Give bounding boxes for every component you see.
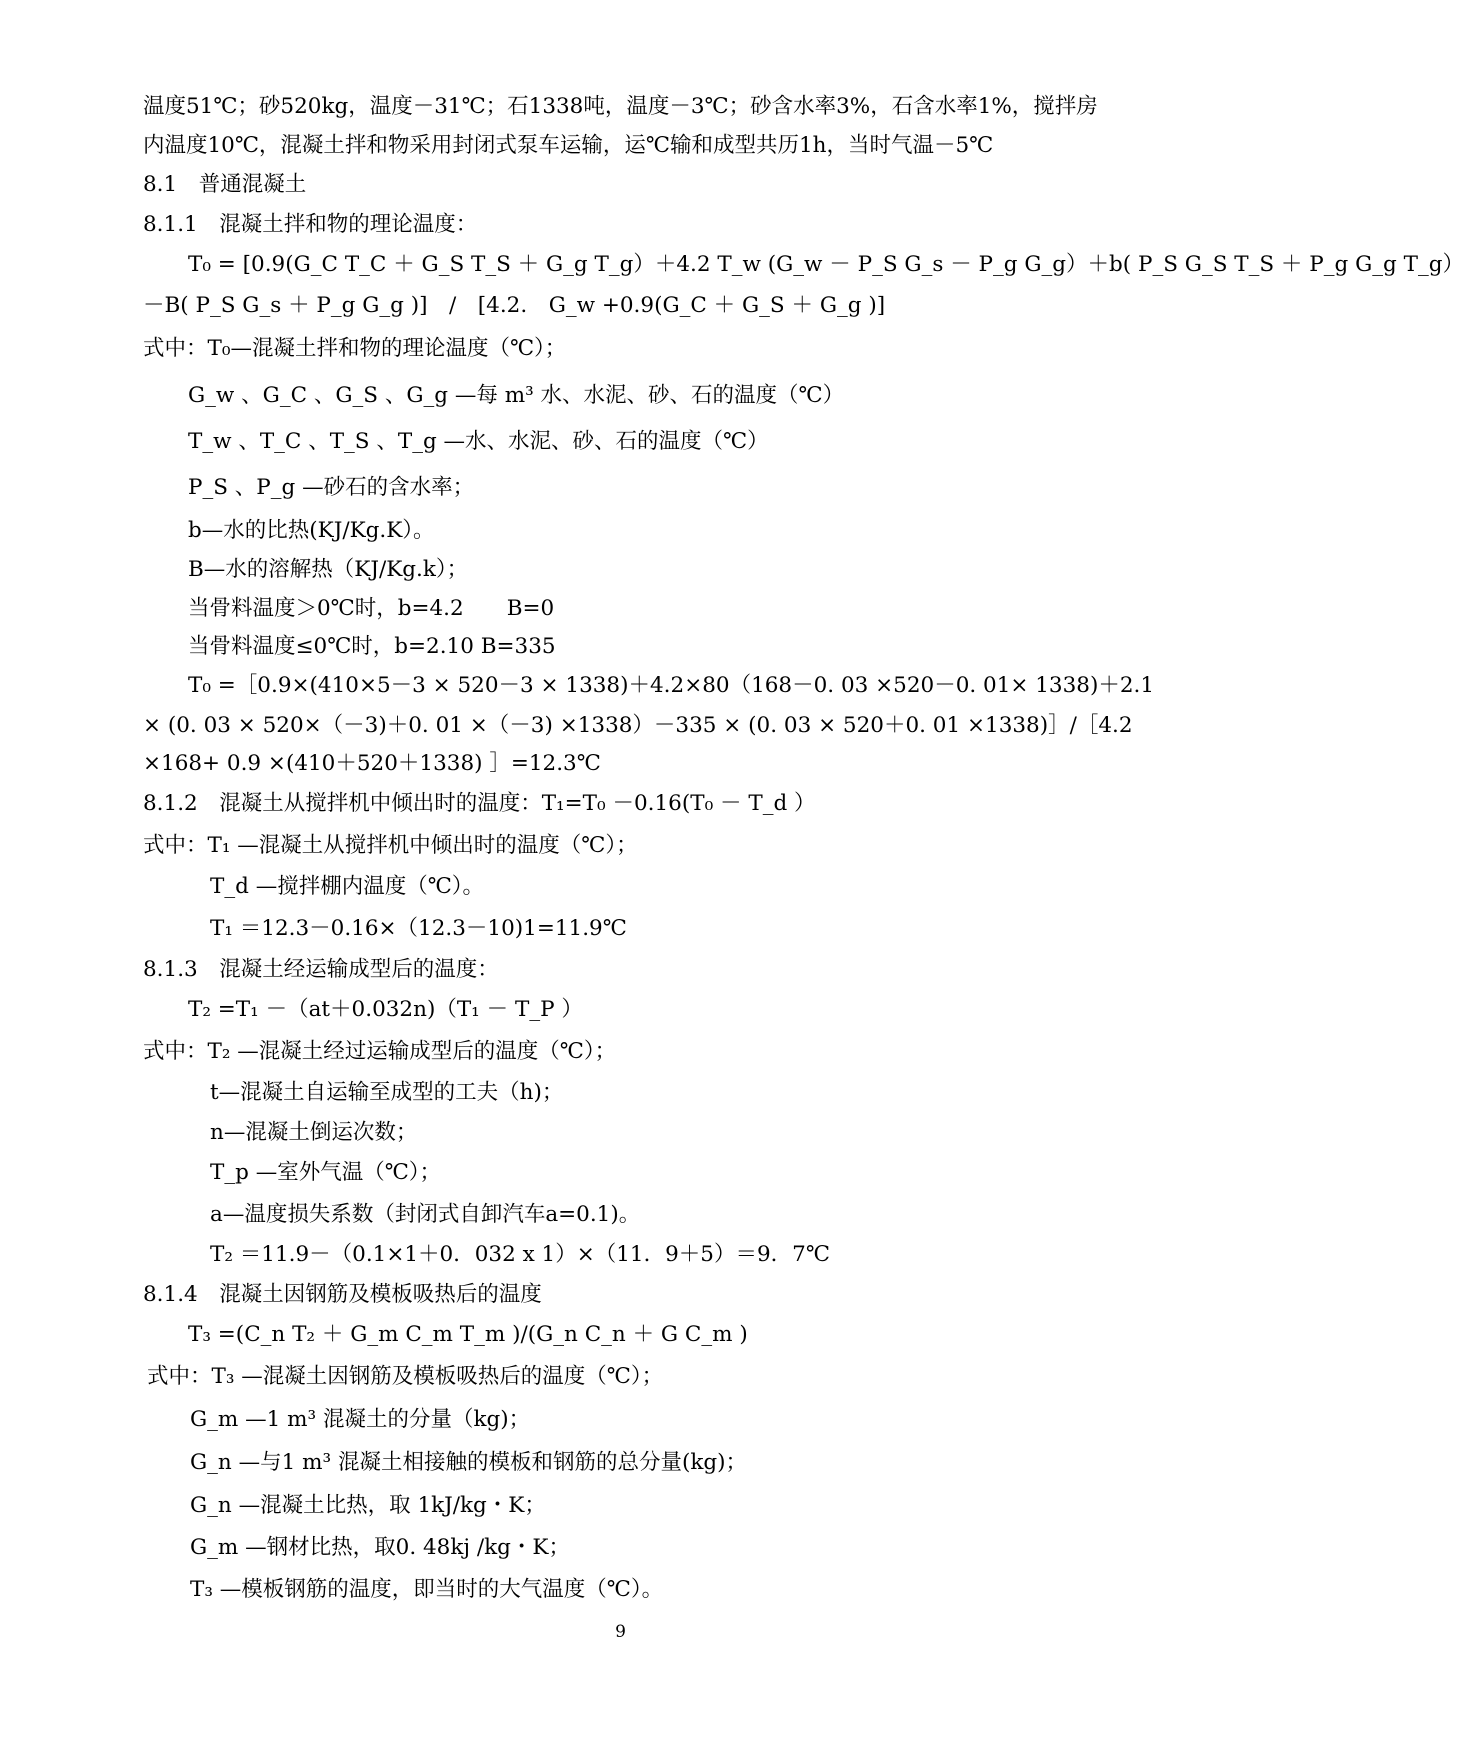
- definition-line: T_w 、T_C 、T_S 、T_g —水、水泥、砂、石的温度（℃）: [188, 429, 769, 454]
- subsection-heading: 8.1.4 混凝土因钢筋及模板吸热后的温度: [143, 1282, 542, 1307]
- text-line: 式中：T₀—混凝土拌和物的理论温度（℃）；: [143, 336, 567, 361]
- formula-line: T₂ =T₁ －（at＋0.032n)（T₁ － T_P ）: [188, 997, 583, 1022]
- definition-line: b—水的比热(KJ/Kg.K）。: [188, 518, 435, 543]
- subsection-heading: 8.1.1 混凝土拌和物的理论温度：: [143, 212, 478, 237]
- definition-line: P_S 、P_g —砂石的含水率；: [188, 475, 475, 500]
- definition-line: a—温度损失系数（封闭式自卸汽车a=0.1)。: [210, 1202, 641, 1227]
- text-line: 式中：T₂ —混凝土经过运输成型后的温度（℃）；: [143, 1039, 617, 1064]
- definition-line: n—混凝土倒运次数；: [210, 1120, 418, 1145]
- text-line: 当骨料温度＞0℃时，b=4.2 B=0: [188, 596, 555, 621]
- definition-line: G_m —钢材比热，取0. 48kj /kg・K；: [190, 1535, 570, 1560]
- formula-line: T₃ =(C_n T₂ ＋ G_m C_m T_m )/(G_n C_n ＋ G C_m ): [188, 1322, 748, 1347]
- definition-line: t—混凝土自运输至成型的工夫（h)；: [210, 1080, 564, 1105]
- formula-line: T₀ =［0.9×(410×5－3 × 520－3 × 1338)＋4.2×80（168－0. 03 ×520－0. 01× 1338)＋2.1: [188, 673, 1155, 698]
- formula-line: × (0. 03 × 520×（－3)＋0. 01 ×（－3) ×1338）－335 × (0. 03 × 520＋0. 01 ×1338)］/［4.2: [143, 713, 1133, 738]
- formula-line: T₁ ＝12.3－0.16×（12.3－10)1=11.9℃: [210, 916, 627, 941]
- formula-line: ×168+ 0.9 ×(410＋520＋1338) ］=12.3℃: [143, 751, 601, 776]
- definition-line: G_w 、G_C 、G_S 、G_g —每 m³ 水、水泥、砂、石的温度（℃）: [188, 383, 845, 408]
- definition-line: T_d —搅拌棚内温度（℃）。: [210, 874, 484, 899]
- definition-line: G_m —1 m³ 混凝土的分量（kg)；: [190, 1407, 531, 1432]
- text-line: 式中：T₃ —混凝土因钢筋及模板吸热后的温度（℃）；: [147, 1364, 664, 1389]
- definition-line: B—水的溶解热（KJ/Kg.k）；: [188, 557, 469, 582]
- definition-line: T_p —室外气温（℃）；: [210, 1160, 441, 1185]
- subsection-heading: 8.1.3 混凝土经运输成型后的温度：: [143, 957, 499, 982]
- definition-line: G_n —与1 m³ 混凝土相接触的模板和钢筋的总分量(kg)；: [190, 1450, 748, 1475]
- definition-line: G_n —混凝土比热，取 1kJ/kg・K；: [190, 1493, 546, 1518]
- text-line: 式中：T₁ —混凝土从搅拌机中倾出时的温度（℃）；: [143, 833, 638, 858]
- definition-line: T₃ —模板钢筋的温度，即当时的大气温度（℃）。: [190, 1577, 664, 1602]
- section-heading: 8.1 普通混凝土: [143, 172, 307, 197]
- formula-line: －B( P_S G_s ＋ P_g G_g )] / [4.2. G_w +0.9(G_C ＋ G_S ＋ G_g )]: [143, 293, 886, 318]
- formula-line: T₂ ＝11.9－（0.1×1＋0．032 x 1）×（11．9＋5）＝9．7℃: [210, 1242, 830, 1267]
- formula-line: T₀ = [0.9(G_C T_C ＋ G_S T_S ＋ G_g T_g）＋4.2 T_w (G_w － P_S G_s － P_g G_g）＋b( P_S G_S T_S ＋ P_g G_g T_g）: [188, 252, 1464, 277]
- text-line: 当骨料温度≤0℃时，b=2.10 B=335: [188, 634, 556, 659]
- text-line: 温度51℃；砂520kg，温度－31℃；石1338吨，温度－3℃；砂含水率3%，石含水率1%，搅拌房: [143, 94, 1098, 119]
- subsection-heading: 8.1.2 混凝土从搅拌机中倾出时的温度：T₁=T₀ －0.16(T₀ － T_d ）: [143, 791, 816, 816]
- page-number: 9: [615, 1622, 626, 1642]
- text-line: 内温度10℃，混凝土拌和物采用封闭式泵车运输，运℃输和成型共历1h，当时气温－5℃: [143, 133, 994, 158]
